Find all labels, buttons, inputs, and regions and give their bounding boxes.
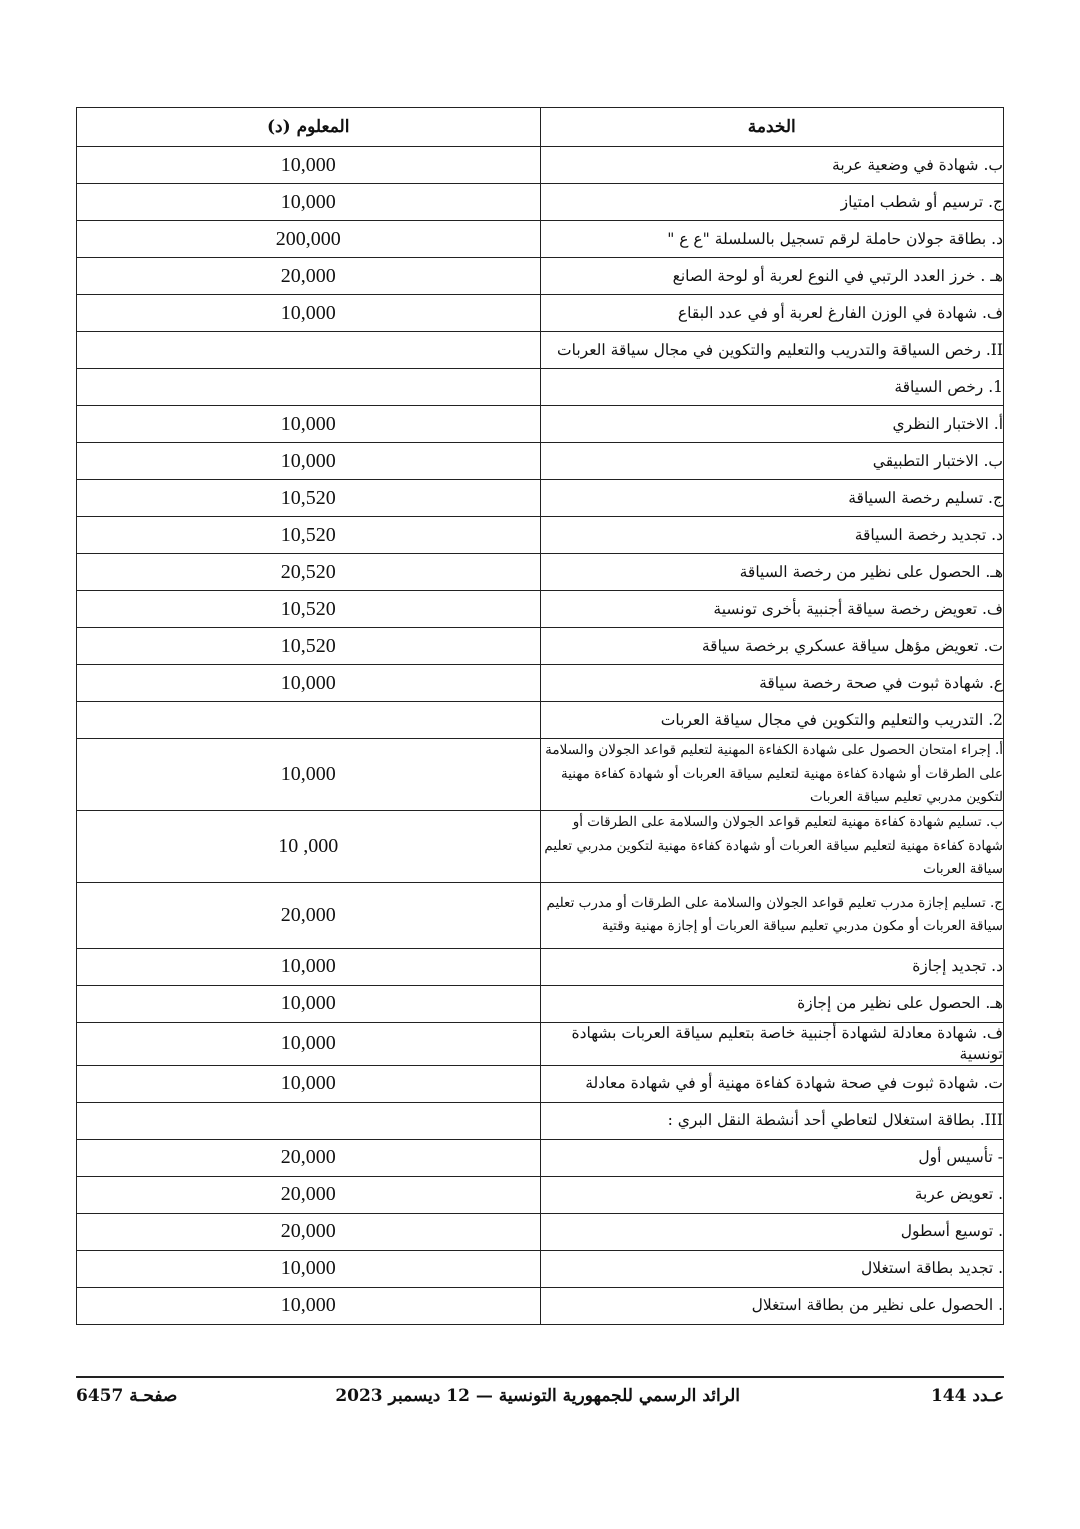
service-cell: 2. التدريب والتعليم والتكوين في مجال سياقة العربات — [540, 702, 1004, 739]
table-header-row — [77, 108, 1004, 147]
fee-cell — [77, 1102, 541, 1139]
fee-cell — [77, 702, 541, 739]
fee-cell: 10,000 — [77, 147, 541, 184]
fees-table-body — [77, 147, 1004, 1325]
service-cell: 1. رخص السياقة — [540, 369, 1004, 406]
table-row — [77, 295, 1004, 332]
service-cell: أ. الاختبار النظري — [540, 406, 1004, 443]
issue-number: عـدد 144 — [930, 1386, 1004, 1406]
fee-cell: 10,000 — [77, 985, 541, 1022]
table-row — [77, 628, 1004, 665]
table-row — [77, 1022, 1004, 1065]
table-row — [77, 739, 1004, 811]
table-row — [77, 985, 1004, 1022]
table-row — [77, 1065, 1004, 1102]
table-row — [77, 443, 1004, 480]
fees-table — [76, 107, 1004, 1325]
service-cell: ع. شهادة ثبوت في صحة رخصة سياقة — [540, 665, 1004, 702]
table-row — [77, 332, 1004, 369]
service-cell: . تجديد بطاقة استغلال — [540, 1250, 1004, 1287]
table-row — [77, 480, 1004, 517]
service-cell: ب. تسليم شهادة كفاءة مهنية لتعليم قواعد الجولان والسلامة على الطرقات أو شهادة كفاءة مهنية لتعليم سياقة العربات أو شهادة كفاءة مهنية لتكوين مدربي تعليم سياقة العربات — [540, 810, 1004, 882]
service-cell: ب. شهادة في وضعية عربة — [540, 147, 1004, 184]
service-cell: ج. ترسيم أو شطب امتياز — [540, 184, 1004, 221]
fee-cell: 10,000 — [77, 406, 541, 443]
table-row — [77, 591, 1004, 628]
fee-cell: 10,000 — [77, 184, 541, 221]
service-cell: د. تجديد إجازة — [540, 948, 1004, 985]
fee-cell: 20,000 — [77, 882, 541, 948]
service-cell: II. رخص السياقة والتدريب والتعليم والتكوين في مجال سياقة العربات — [540, 332, 1004, 369]
page-number: صفحـة 6457 — [76, 1386, 178, 1406]
service-cell: . تعويض عربة — [540, 1176, 1004, 1213]
fee-cell: 200,000 — [77, 221, 541, 258]
service-cell: ف. تعويض رخصة سياقة أجنبية بأخرى تونسية — [540, 591, 1004, 628]
table-row — [77, 948, 1004, 985]
service-cell: هـ . خرز العدد الرتبي في النوع لعربة أو لوحة الصانع — [540, 258, 1004, 295]
fee-cell: 10 ,000 — [77, 810, 541, 882]
table-row — [77, 1139, 1004, 1176]
table-row — [77, 221, 1004, 258]
fee-cell: 10,520 — [77, 628, 541, 665]
service-cell: أ. إجراء امتحان الحصول على شهادة الكفاءة المهنية لتعليم قواعد الجولان والسلامة على الطرقات أو شهادة كفاءة مهنية لتعليم سياقة العربات أو شهادة كفاءة مهنية لتكوين مدربي تعليم سياقة العربات — [540, 739, 1004, 811]
service-cell: ج. تسليم رخصة السياقة — [540, 480, 1004, 517]
fee-cell: 20,000 — [77, 1176, 541, 1213]
service-cell: - تأسيس أول — [540, 1139, 1004, 1176]
fee-cell: 20,000 — [77, 1213, 541, 1250]
fee-cell: 10,520 — [77, 480, 541, 517]
fee-cell: 10,000 — [77, 295, 541, 332]
fee-cell — [77, 369, 541, 406]
table-row — [77, 1287, 1004, 1324]
service-cell: ج. تسليم إجازة مدرب تعليم قواعد الجولان والسلامة على الطرقات أو مدرب تعليم سياقة العربات أو مكون مدربي تعليم سياقة العربات أو إجازة مهنية وقتية — [540, 882, 1004, 948]
service-cell: هـ. الحصول على نظير من رخصة السياقة — [540, 554, 1004, 591]
fee-cell: 10,000 — [77, 948, 541, 985]
table-row — [77, 258, 1004, 295]
table-row — [77, 1102, 1004, 1139]
footer-divider — [76, 1376, 1004, 1378]
fee-cell: 10,000 — [77, 665, 541, 702]
fee-cell: 20,520 — [77, 554, 541, 591]
table-row — [77, 554, 1004, 591]
service-cell: هـ. الحصول على نظير من إجازة — [540, 985, 1004, 1022]
fee-column-header: المعلوم (د) — [77, 108, 541, 147]
fee-cell: 10,000 — [77, 1065, 541, 1102]
service-cell: ف. شهادة معادلة لشهادة أجنبية خاصة بتعليم سياقة العربات بشهادة تونسية — [540, 1022, 1004, 1065]
table-row — [77, 406, 1004, 443]
table-row — [77, 702, 1004, 739]
table-row — [77, 882, 1004, 948]
fee-cell: 10,000 — [77, 1287, 541, 1324]
service-cell: . توسيع أسطول — [540, 1213, 1004, 1250]
table-row — [77, 810, 1004, 882]
table-row — [77, 1250, 1004, 1287]
table-row — [77, 1213, 1004, 1250]
service-cell: ت. تعويض مؤهل سياقة عسكري برخصة سياقة — [540, 628, 1004, 665]
fee-cell: 10,000 — [77, 1250, 541, 1287]
table-row — [77, 1176, 1004, 1213]
service-cell: د. تجديد رخصة السياقة — [540, 517, 1004, 554]
service-cell: ف. شهادة في الوزن الفارغ لعربة أو في عدد البقاع — [540, 295, 1004, 332]
service-column-header: الخدمة — [540, 108, 1004, 147]
fee-cell: 10,520 — [77, 517, 541, 554]
fee-cell: 10,520 — [77, 591, 541, 628]
table-row — [77, 147, 1004, 184]
service-cell: ب. الاختبار التطبيقي — [540, 443, 1004, 480]
service-cell: . الحصول على نظير من بطاقة استغلال — [540, 1287, 1004, 1324]
service-cell: ت. شهادة ثبوت في صحة شهادة كفاءة مهنية أو في شهادة معادلة — [540, 1065, 1004, 1102]
table-row — [77, 369, 1004, 406]
fee-cell — [77, 332, 541, 369]
table-row — [77, 665, 1004, 702]
table-row — [77, 517, 1004, 554]
fee-cell: 20,000 — [77, 258, 541, 295]
service-cell: III. بطاقة استغلال لتعاطي أحد أنشطة النقل البري : — [540, 1102, 1004, 1139]
table-row — [77, 184, 1004, 221]
service-cell: د. بطاقة جولان حاملة لرقم تسجيل بالسلسلة "ع ع " — [540, 221, 1004, 258]
fee-cell: 10,000 — [77, 739, 541, 811]
fee-cell: 10,000 — [77, 1022, 541, 1065]
journal-title-date: الرائد الرسمي للجمهورية التونسية — 12 ديسمبر 2023 — [335, 1386, 740, 1406]
fee-cell: 10,000 — [77, 443, 541, 480]
fee-cell: 20,000 — [77, 1139, 541, 1176]
